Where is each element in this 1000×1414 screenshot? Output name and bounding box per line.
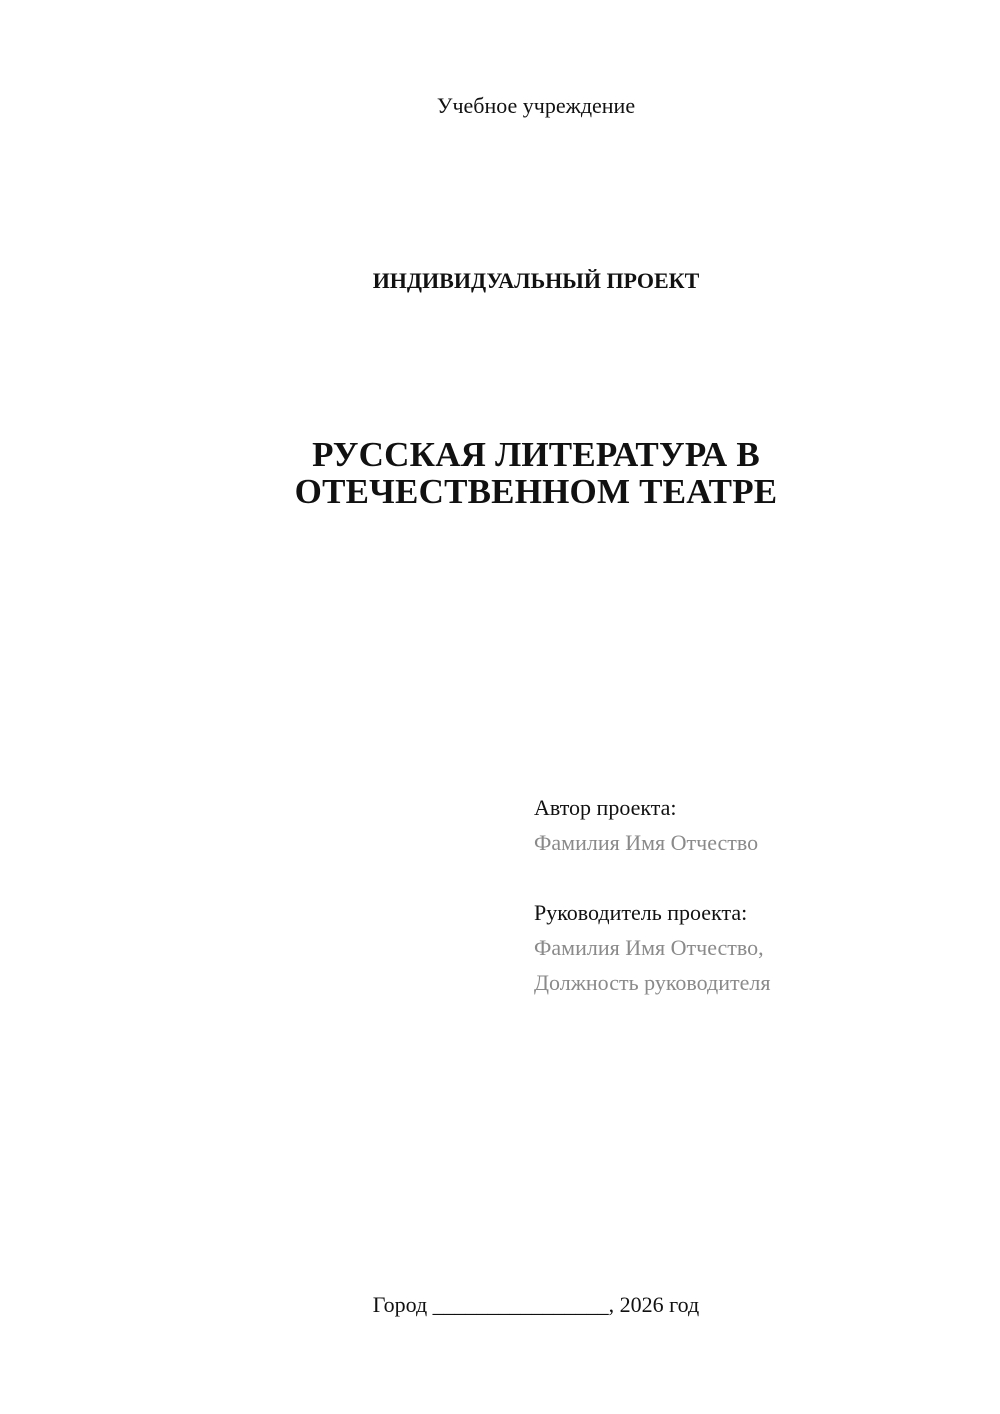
project-info-block: [534, 790, 974, 1000]
author-label: Автор проекта:: [534, 795, 677, 820]
project-title-line-1: РУССКАЯ ЛИТЕРАТУРА В: [312, 435, 760, 474]
city-year-footer: Город ________________, 2026 год: [372, 1292, 700, 1317]
project-title: [0, 436, 1000, 510]
institution-name: Учебное учреждение: [436, 93, 636, 118]
supervisor-position: Должность руководителя: [534, 970, 771, 995]
spacer: [534, 860, 974, 895]
supervisor-label: Руководитель проекта:: [534, 900, 748, 925]
author-name: Фамилия Имя Отчество: [534, 830, 759, 855]
supervisor-name: Фамилия Имя Отчество,: [534, 935, 764, 960]
project-type-heading: ИНДИВИДУАЛЬНЫЙ ПРОЕКТ: [372, 268, 700, 293]
project-title-line-2: ОТЕЧЕСТВЕННОМ ТЕАТРЕ: [294, 472, 778, 511]
